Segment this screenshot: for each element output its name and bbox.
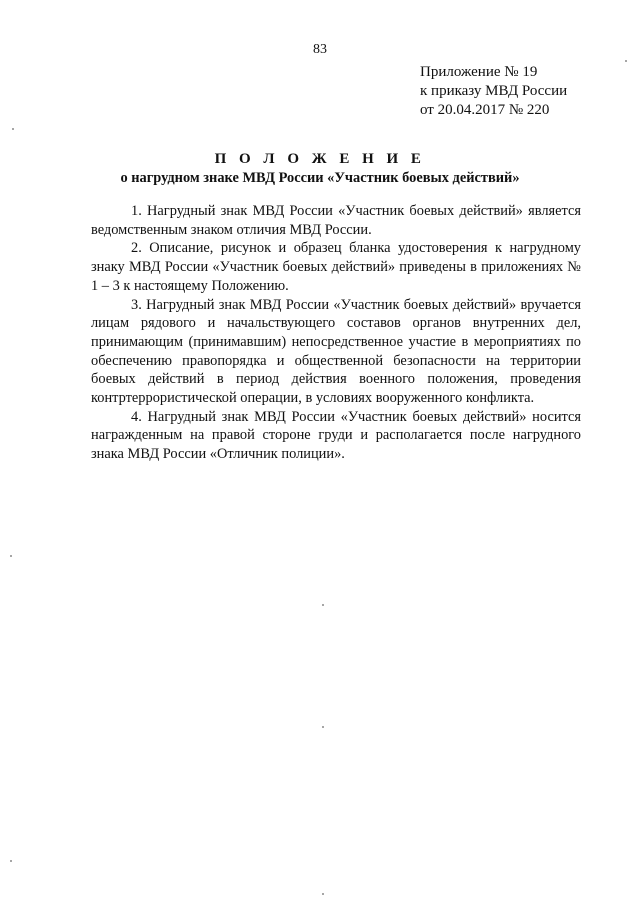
- scan-speck: [12, 128, 14, 130]
- paragraph-4: 4. Нагрудный знак МВД России «Участник боевых действий» носится награжденным на правой стороне груди и располагается после нагрудного знака МВД России «Отличник полиции».: [91, 408, 581, 463]
- scan-speck: [322, 604, 324, 606]
- scan-speck: [10, 860, 12, 862]
- document-subtitle: о нагрудном знаке МВД России «Участник боевых действий»: [120, 170, 520, 186]
- appendix-order-date: от 20.04.2017 № 220: [420, 102, 550, 118]
- scan-speck: [10, 555, 12, 557]
- document-title: П О Л О Ж Е Н И Е: [214, 151, 426, 167]
- appendix-header: [420, 63, 567, 120]
- page-number: 83: [313, 42, 327, 57]
- scan-speck: [322, 726, 324, 728]
- scan-speck: [322, 893, 324, 895]
- appendix-number: Приложение № 19: [420, 64, 538, 80]
- scan-speck: [625, 60, 627, 62]
- paragraph-1: 1. Нагрудный знак МВД России «Участник боевых действий» является ведомственным знаком отличия МВД России.: [91, 203, 581, 238]
- paragraph-3: 3. Нагрудный знак МВД России «Участник боевых действий» вручается лицам рядового и начальствующего составов органов внутренних дел, принимающим (принимавшим) непосредственное участие в мероприятиях по обеспечению правопорядка и общественной безопасности на территории боевых действий в период действия военного положения, проведения контртеррористической операции, в условиях вооруженного конфликта.: [91, 296, 581, 407]
- paragraph-2: 2. Описание, рисунок и образец бланка удостоверения к нагрудному знаку МВД России «Участник боевых действий» приведены в приложениях № 1 – 3 к настоящему Положению.: [91, 240, 581, 294]
- appendix-order-reference: к приказу МВД России: [420, 83, 568, 99]
- document-body: [91, 202, 581, 464]
